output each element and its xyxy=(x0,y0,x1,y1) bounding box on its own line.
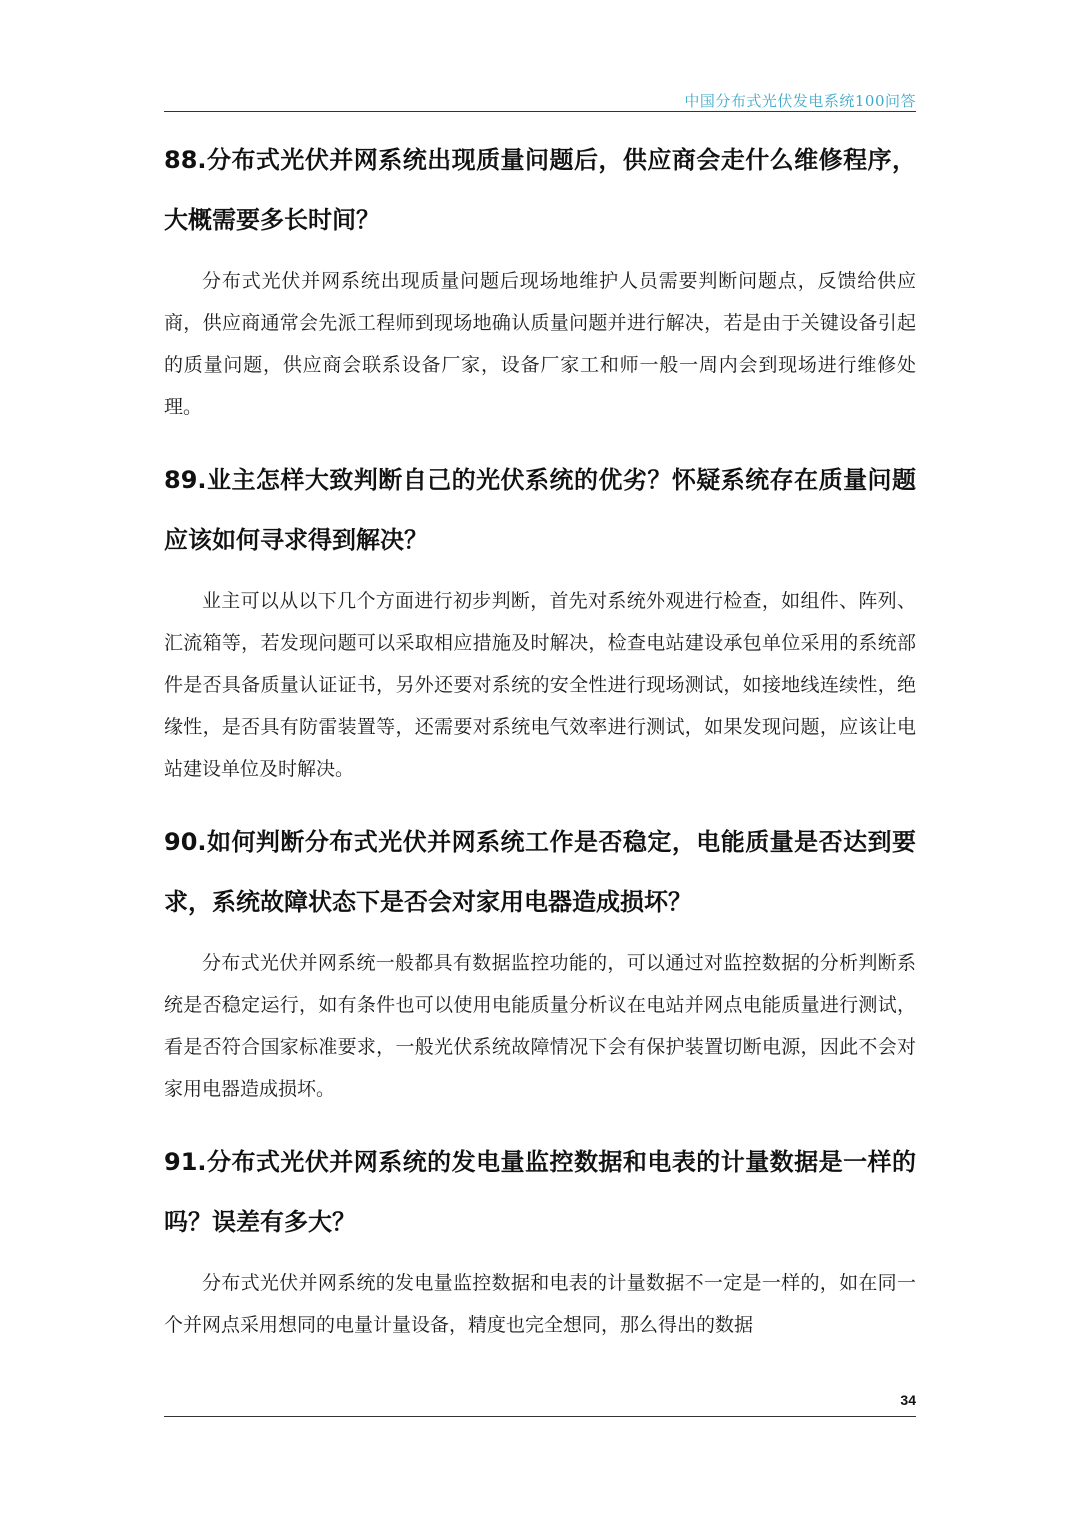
question-heading: 88.分布式光伏并网系统出现质量问题后，供应商会走什么维修程序，大概需要多长时间？ xyxy=(164,146,916,234)
qa-section-89 xyxy=(164,450,916,790)
question-heading: 90.如何判断分布式光伏并网系统工作是否稳定，电能质量是否达到要求，系统故障状态下是否会对家用电器造成损坏？ xyxy=(164,828,916,916)
question-heading: 89.业主怎样大致判断自己的光伏系统的优劣？怀疑系统存在质量问题应该如何寻求得到解决？ xyxy=(164,466,916,554)
qa-section-90 xyxy=(164,812,916,1110)
answer-paragraph: 分布式光伏并网系统一般都具有数据监控功能的，可以通过对监控数据的分析判断系统是否稳定运行，如有条件也可以使用电能质量分析议在电站并网点电能质量进行测试，看是否符合国家标准要求，一般光伏系统故障情况下会有保护装置切断电源，因此不会对家用电器造成损坏。 xyxy=(164,952,916,1100)
question-heading: 91.分布式光伏并网系统的发电量监控数据和电表的计量数据是一样的吗？误差有多大？ xyxy=(164,1148,916,1236)
answer-paragraph: 业主可以从以下几个方面进行初步判断，首先对系统外观进行检查，如组件、阵列、汇流箱等，若发现问题可以采取相应措施及时解决，检查电站建设承包单位采用的系统部件是否具备质量认证证书，另外还要对系统的安全性进行现场测试，如接地线连续性，绝缘性，是否具有防雷装置等，还需要对系统电气效率进行测试，如果发现问题，应该让电站建设单位及时解决。 xyxy=(164,590,916,780)
running-header: 中国分布式光伏发电系统100问答 xyxy=(684,92,916,110)
qa-section-88 xyxy=(164,130,916,428)
answer-paragraph: 分布式光伏并网系统的发电量监控数据和电表的计量数据不一定是一样的，如在同一个并网点采用想同的电量计量设备，精度也完全想同，那么得出的数据 xyxy=(164,1272,916,1336)
page-number: 34 xyxy=(900,1392,916,1408)
header-rule xyxy=(164,111,916,112)
qa-section-91 xyxy=(164,1132,916,1346)
page-content xyxy=(164,130,916,1346)
footer-rule xyxy=(164,1416,916,1417)
answer-paragraph: 分布式光伏并网系统出现质量问题后现场地维护人员需要判断问题点，反馈给供应商，供应商通常会先派工程师到现场地确认质量问题并进行解决，若是由于关键设备引起的质量问题，供应商会联系设备厂家，设备厂家工和师一般一周内会到现场进行维修处理。 xyxy=(164,270,916,418)
